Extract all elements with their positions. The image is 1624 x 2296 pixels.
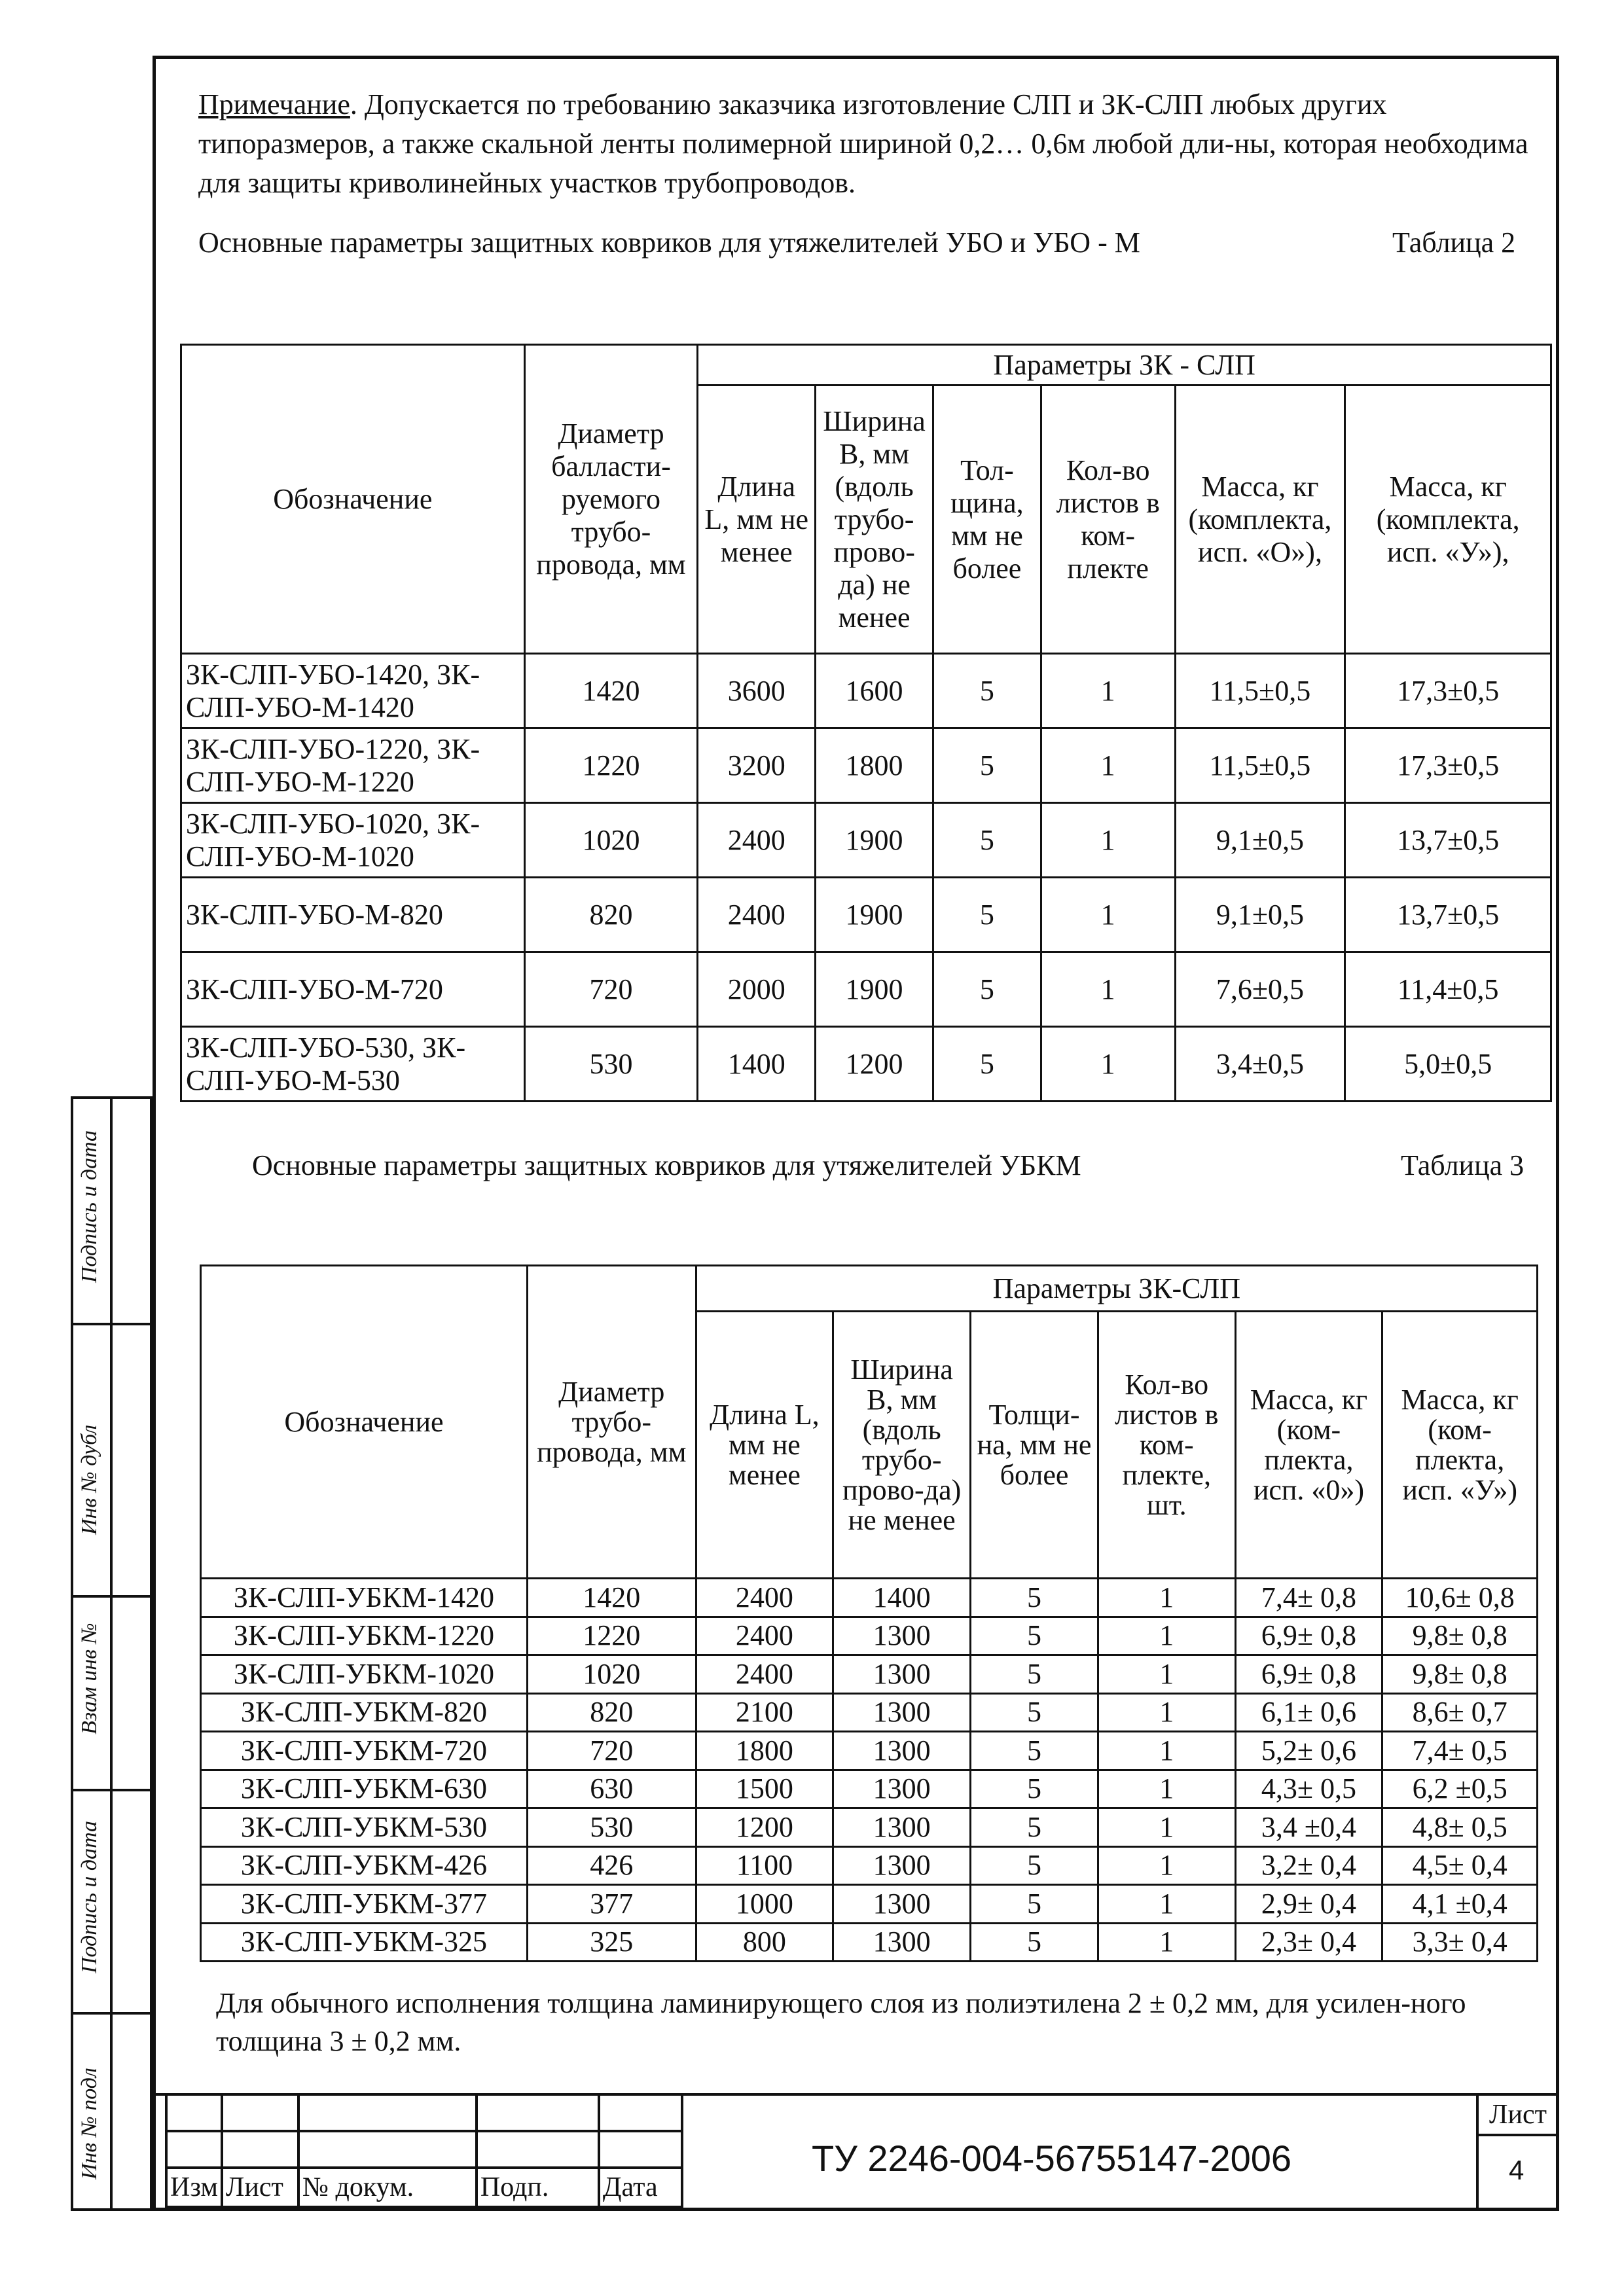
t2-cell-name: ЗК-СЛП-УБО-530, ЗК-СЛП-УБО-М-530 [181, 1027, 525, 1102]
t3-cell-mu: 9,8± 0,8 [1382, 1655, 1538, 1694]
t2-cell-l: 1400 [698, 1027, 816, 1102]
t3-cell-w: 1300 [833, 1770, 971, 1808]
t3-cell-n: 1 [1098, 1617, 1235, 1655]
t3-cell-l: 2400 [696, 1655, 833, 1694]
t2-cell-mo: 9,1±0,5 [1175, 878, 1345, 952]
table2-number: Таблица 2 [1392, 226, 1516, 259]
note-paragraph [198, 85, 1547, 203]
t3-cell-d: 820 [527, 1693, 696, 1732]
table2-caption: Основные параметры защитных ковриков для утяжелителей УБО и УБО - М [198, 226, 1140, 259]
t2-cell-name: ЗК-СЛП-УБО-М-820 [181, 878, 525, 952]
t3-cell-mu: 4,5± 0,4 [1382, 1846, 1538, 1885]
t3-header-mass-u: Масса, кг (ком-плекта, исп. «У») [1382, 1312, 1538, 1579]
stamp-col-sign: Подп. [477, 2168, 599, 2207]
side-label-3: Взам инв № [77, 1623, 101, 1734]
t3-header-thickness: Толщи-на, мм не более [971, 1312, 1098, 1579]
t3-cell-mu: 4,1 ±0,4 [1382, 1885, 1538, 1924]
t3-cell-name: ЗК-СЛП-УБКМ-820 [201, 1693, 528, 1732]
t3-cell-t: 5 [971, 1923, 1098, 1962]
t2-group-header: Параметры ЗК - СЛП [698, 345, 1551, 386]
t2-cell-n: 1 [1041, 952, 1175, 1027]
t2-cell-d: 1420 [524, 654, 698, 728]
t2-cell-mu: 17,3±0,5 [1345, 728, 1551, 803]
note-label: Примечание [198, 88, 350, 120]
t2-cell-d: 1020 [524, 803, 698, 878]
t2-row [181, 803, 1551, 878]
t2-header-designation: Обозначение [181, 345, 525, 654]
t3-header-diameter: Диаметр трубо-провода, мм [527, 1266, 696, 1579]
t2-cell-n: 1 [1041, 654, 1175, 728]
t3-cell-n: 1 [1098, 1732, 1235, 1770]
t3-cell-l: 1800 [696, 1732, 833, 1770]
t2-cell-l: 2400 [698, 803, 816, 878]
t2-cell-mu: 11,4±0,5 [1345, 952, 1551, 1027]
t2-cell-w: 1200 [816, 1027, 933, 1102]
t3-cell-n: 1 [1098, 1923, 1235, 1962]
t3-cell-t: 5 [971, 1693, 1098, 1732]
sheet-label: Лист [1489, 2100, 1547, 2130]
t2-cell-n: 1 [1041, 803, 1175, 878]
t3-cell-t: 5 [971, 1617, 1098, 1655]
t2-cell-d: 820 [524, 878, 698, 952]
t3-header-length: Длина L, мм не менее [696, 1312, 833, 1579]
t2-cell-w: 1600 [816, 654, 933, 728]
t2-cell-name: ЗК-СЛП-УБО-1020, ЗК-СЛП-УБО-М-1020 [181, 803, 525, 878]
t3-cell-mu: 3,3± 0,4 [1382, 1923, 1538, 1962]
t3-cell-l: 2400 [696, 1617, 833, 1655]
stamp-col-list: Лист [222, 2168, 298, 2207]
sheet-number: 4 [1509, 2155, 1525, 2185]
t3-group-header: Параметры ЗК-СЛП [696, 1266, 1537, 1312]
t3-cell-mo: 2,3± 0,4 [1235, 1923, 1382, 1962]
t3-row [201, 1655, 1538, 1694]
t3-header-sheets: Кол-во листов в ком-плекте, шт. [1098, 1312, 1235, 1579]
t2-cell-l: 2000 [698, 952, 816, 1027]
t3-row [201, 1770, 1538, 1808]
t3-cell-w: 1300 [833, 1693, 971, 1732]
table3-caption: Основные параметры защитных ковриков для утяжелителей УБКМ [252, 1149, 1081, 1181]
t3-cell-mo: 6,1± 0,6 [1235, 1693, 1382, 1732]
t2-cell-n: 1 [1041, 878, 1175, 952]
t3-cell-name: ЗК-СЛП-УБКМ-426 [201, 1846, 528, 1885]
t2-cell-t: 5 [933, 952, 1041, 1027]
t3-cell-t: 5 [971, 1770, 1098, 1808]
t2-cell-mu: 13,7±0,5 [1345, 803, 1551, 878]
t3-row [201, 1732, 1538, 1770]
side-divider [110, 1096, 113, 2211]
t3-cell-d: 426 [527, 1846, 696, 1885]
t2-row [181, 654, 1551, 728]
t3-header-width: Ширина B, мм (вдоль трубо-прово-да) не менее [833, 1312, 971, 1579]
t2-cell-mo: 9,1±0,5 [1175, 803, 1345, 878]
t2-cell-n: 1 [1041, 1027, 1175, 1102]
t2-cell-name: ЗК-СЛП-УБО-1420, ЗК-СЛП-УБО-М-1420 [181, 654, 525, 728]
footnote: Для обычного исполнения толщина ламинирующего слоя из полиэтилена 2 ± 0,2 мм, для усилен-ного толщина 3 ± 0,2 мм. [216, 1987, 1466, 2057]
side-label-1: Подпись и дата [77, 1130, 101, 1283]
t3-cell-d: 530 [527, 1808, 696, 1847]
t3-cell-mo: 3,2± 0,4 [1235, 1846, 1382, 1885]
t3-row [201, 1693, 1538, 1732]
t2-row [181, 878, 1551, 952]
t3-cell-mo: 2,9± 0,4 [1235, 1885, 1382, 1924]
t3-cell-n: 1 [1098, 1808, 1235, 1847]
note-text: . Допускается по требованию заказчика изготовление СЛП и ЗК-СЛП любых других типоразмеров, а также скальной ленты полимерной шириной 0,2… 0,6м любой дли-ны, которая необходима для защиты криволинейных участков трубопроводов. [198, 88, 1528, 199]
t2-cell-t: 5 [933, 1027, 1041, 1102]
t2-cell-d: 1220 [524, 728, 698, 803]
t3-cell-mu: 4,8± 0,5 [1382, 1808, 1538, 1847]
t2-cell-w: 1800 [816, 728, 933, 803]
table2 [180, 344, 1552, 1102]
t3-cell-n: 1 [1098, 1885, 1235, 1924]
t2-cell-mo: 3,4±0,5 [1175, 1027, 1345, 1102]
t2-cell-l: 2400 [698, 878, 816, 952]
t3-cell-mo: 6,9± 0,8 [1235, 1617, 1382, 1655]
t2-cell-mo: 11,5±0,5 [1175, 654, 1345, 728]
t2-cell-name: ЗК-СЛП-УБО-М-720 [181, 952, 525, 1027]
t2-cell-l: 3200 [698, 728, 816, 803]
t3-cell-d: 630 [527, 1770, 696, 1808]
t3-row [201, 1885, 1538, 1924]
t3-cell-name: ЗК-СЛП-УБКМ-1020 [201, 1655, 528, 1694]
t2-cell-t: 5 [933, 654, 1041, 728]
t3-cell-n: 1 [1098, 1770, 1235, 1808]
t3-cell-t: 5 [971, 1808, 1098, 1847]
t2-cell-d: 530 [524, 1027, 698, 1102]
t3-cell-l: 2400 [696, 1579, 833, 1617]
t2-cell-mo: 11,5±0,5 [1175, 728, 1345, 803]
t2-cell-mu: 13,7±0,5 [1345, 878, 1551, 952]
t2-cell-w: 1900 [816, 878, 933, 952]
stamp-col-date: Дата [599, 2168, 682, 2207]
side-label-2: Инв № дубл [77, 1424, 101, 1535]
t3-cell-w: 1300 [833, 1617, 971, 1655]
t3-cell-d: 1220 [527, 1617, 696, 1655]
t2-cell-n: 1 [1041, 728, 1175, 803]
t3-cell-d: 1420 [527, 1579, 696, 1617]
t2-cell-d: 720 [524, 952, 698, 1027]
t3-cell-name: ЗК-СЛП-УБКМ-720 [201, 1732, 528, 1770]
t3-cell-t: 5 [971, 1732, 1098, 1770]
t3-cell-mu: 9,8± 0,8 [1382, 1617, 1538, 1655]
t2-cell-name: ЗК-СЛП-УБО-1220, ЗК-СЛП-УБО-М-1220 [181, 728, 525, 803]
t3-cell-name: ЗК-СЛП-УБКМ-377 [201, 1885, 528, 1924]
t3-cell-l: 1500 [696, 1770, 833, 1808]
t2-cell-t: 5 [933, 803, 1041, 878]
t2-cell-l: 3600 [698, 654, 816, 728]
t3-cell-d: 720 [527, 1732, 696, 1770]
t3-cell-d: 1020 [527, 1655, 696, 1694]
t2-header-mass-u: Масса, кг (комплекта, исп. «У»), [1345, 386, 1551, 654]
t3-cell-w: 1300 [833, 1923, 971, 1962]
stamp-left-grid [165, 2093, 683, 2208]
t3-cell-l: 800 [696, 1923, 833, 1962]
t2-cell-mu: 5,0±0,5 [1345, 1027, 1551, 1102]
side-label-5: Инв № подл [77, 2068, 101, 2179]
t2-header-thickness: Тол-щина, мм не более [933, 386, 1041, 654]
t2-cell-t: 5 [933, 728, 1041, 803]
t3-cell-l: 1100 [696, 1846, 833, 1885]
t3-cell-mo: 7,4± 0,8 [1235, 1579, 1382, 1617]
t3-cell-mu: 10,6± 0,8 [1382, 1579, 1538, 1617]
t3-cell-name: ЗК-СЛП-УБКМ-1420 [201, 1579, 528, 1617]
t3-cell-w: 1300 [833, 1808, 971, 1847]
t3-cell-d: 325 [527, 1923, 696, 1962]
t3-cell-mo: 4,3± 0,5 [1235, 1770, 1382, 1808]
t3-row [201, 1579, 1538, 1617]
stamp-col-doc: № докум. [298, 2168, 477, 2207]
t3-row [201, 1617, 1538, 1655]
t2-cell-t: 5 [933, 878, 1041, 952]
t3-cell-w: 1400 [833, 1579, 971, 1617]
t3-cell-w: 1300 [833, 1846, 971, 1885]
t2-cell-w: 1900 [816, 803, 933, 878]
t3-cell-w: 1300 [833, 1885, 971, 1924]
t3-cell-mu: 6,2 ±0,5 [1382, 1770, 1538, 1808]
t3-cell-n: 1 [1098, 1693, 1235, 1732]
t2-header-mass-o: Масса, кг (комплекта, исп. «О»), [1175, 386, 1345, 654]
t3-cell-n: 1 [1098, 1846, 1235, 1885]
t3-header-mass-o: Масса, кг (ком-плекта, исп. «0») [1235, 1312, 1382, 1579]
side-label-4: Подпись и дата [77, 1820, 101, 1973]
table3 [200, 1265, 1538, 1962]
t3-cell-t: 5 [971, 1655, 1098, 1694]
sheet-box-divider [1476, 2134, 1559, 2136]
t3-cell-w: 1300 [833, 1655, 971, 1694]
t3-cell-name: ЗК-СЛП-УБКМ-325 [201, 1923, 528, 1962]
t3-cell-name: ЗК-СЛП-УБКМ-530 [201, 1808, 528, 1847]
t3-row [201, 1846, 1538, 1885]
t3-cell-t: 5 [971, 1885, 1098, 1924]
t3-cell-mu: 8,6± 0,7 [1382, 1693, 1538, 1732]
t2-row [181, 952, 1551, 1027]
t3-cell-mo: 6,9± 0,8 [1235, 1655, 1382, 1694]
t3-cell-mo: 3,4 ±0,4 [1235, 1808, 1382, 1847]
t3-cell-name: ЗК-СЛП-УБКМ-630 [201, 1770, 528, 1808]
t2-header-sheets: Кол-во листов в ком-плекте [1041, 386, 1175, 654]
doc-code: ТУ 2246-004-56755147-2006 [812, 2138, 1292, 2179]
t3-cell-mo: 5,2± 0,6 [1235, 1732, 1382, 1770]
t3-cell-w: 1300 [833, 1732, 971, 1770]
stamp-col-izm: Изм [166, 2168, 222, 2207]
t2-row [181, 728, 1551, 803]
t3-cell-n: 1 [1098, 1579, 1235, 1617]
t2-header-diameter: Диаметр балласти-руемого трубо-провода, мм [524, 345, 698, 654]
t3-row [201, 1808, 1538, 1847]
t3-header-designation: Обозначение [201, 1266, 528, 1579]
t3-cell-t: 5 [971, 1579, 1098, 1617]
t2-cell-mo: 7,6±0,5 [1175, 952, 1345, 1027]
table3-number: Таблица 3 [1401, 1149, 1525, 1181]
t3-cell-l: 2100 [696, 1693, 833, 1732]
t2-cell-mu: 17,3±0,5 [1345, 654, 1551, 728]
t3-cell-d: 377 [527, 1885, 696, 1924]
t2-header-width: Ширина B, мм (вдоль трубо-прово-да) не менее [816, 386, 933, 654]
t2-header-length: Длина L, мм не менее [698, 386, 816, 654]
t3-cell-n: 1 [1098, 1655, 1235, 1694]
t2-cell-w: 1900 [816, 952, 933, 1027]
t2-row [181, 1027, 1551, 1102]
t3-cell-t: 5 [971, 1846, 1098, 1885]
t3-cell-l: 1200 [696, 1808, 833, 1847]
t3-row [201, 1923, 1538, 1962]
t3-cell-mu: 7,4± 0,5 [1382, 1732, 1538, 1770]
t3-cell-name: ЗК-СЛП-УБКМ-1220 [201, 1617, 528, 1655]
t3-cell-l: 1000 [696, 1885, 833, 1924]
